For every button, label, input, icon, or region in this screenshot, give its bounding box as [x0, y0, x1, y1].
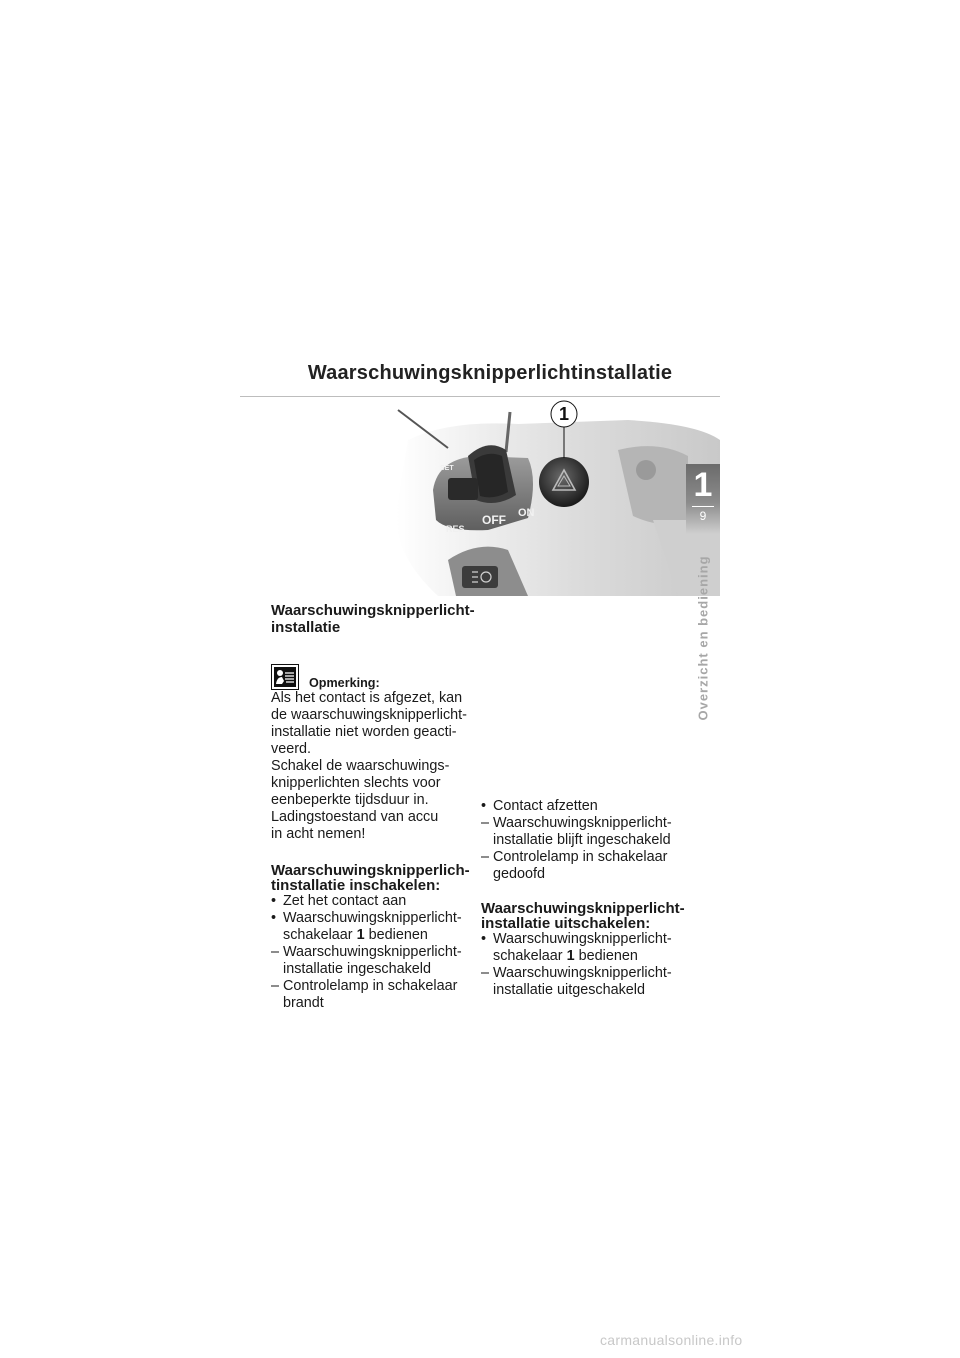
switch-on-heading: Waarschuwingsknipperlich- tinstallatie inschakelen:: [271, 862, 470, 894]
handlebar-switch-photo: [378, 400, 720, 596]
chapter-divider: [692, 506, 714, 507]
note-text: Als het contact is afgezet, kan de waarschuwingsknipperlicht- installatie niet worden geacti- veerd. Schakel de waarschuwings- knipperlichten slechts voor eenbeperkte tijdsduur in. Ladingstoestand van accu in acht nemen!: [271, 690, 467, 842]
off-label: OFF: [482, 513, 506, 527]
watermark: carmanualsonline.info: [600, 1332, 743, 1348]
switch-on-list: [271, 893, 476, 1012]
section-heading: Waarschuwingsknipperlicht- installatie: [271, 602, 475, 636]
hazard-switch: [539, 457, 589, 507]
contact-off-list: [481, 798, 691, 883]
list-item: • Zet het contact aan: [271, 893, 407, 909]
on-label: ON: [518, 507, 535, 519]
list-item: – Controlelamp in schakelaar brandt: [271, 978, 458, 1011]
switch-off-list: [481, 931, 691, 999]
set-label: SET: [440, 465, 454, 472]
right-column: [481, 798, 691, 999]
list-item: – Controlelamp in schakelaar gedoofd: [481, 849, 668, 882]
switch-off-heading: Waarschuwingsknipperlicht- installatie uitschakelen:: [481, 900, 685, 932]
list-item: – Waarschuwingsknipperlicht- installatie blijft ingeschakeld: [481, 815, 672, 848]
list-item: • Waarschuwingsknipperlicht- schakelaar 1 bedienen: [271, 910, 462, 943]
res-label: RES: [446, 524, 465, 534]
list-item: • Waarschuwingsknipperlicht- schakelaar 1 bedienen: [481, 931, 672, 964]
callout-1: 1: [558, 404, 570, 424]
chapter-number: 1: [693, 466, 713, 504]
list-item: – Waarschuwingsknipperlicht- installatie ingeschakeld: [271, 944, 462, 977]
note-title: Opmerking:: [309, 676, 380, 690]
list-item: • Contact afzetten: [481, 798, 598, 814]
page-title: Waarschuwingsknipperlichtinstallatie: [307, 362, 673, 384]
section-label: Overzicht en bediening: [695, 555, 711, 721]
page-number: 9: [699, 509, 707, 523]
title-divider: [240, 396, 720, 397]
note-icon: [271, 664, 299, 690]
list-item: – Waarschuwingsknipperlicht- installatie uitgeschakeld: [481, 965, 672, 998]
note-header: [271, 664, 476, 690]
left-column: [271, 602, 476, 1012]
